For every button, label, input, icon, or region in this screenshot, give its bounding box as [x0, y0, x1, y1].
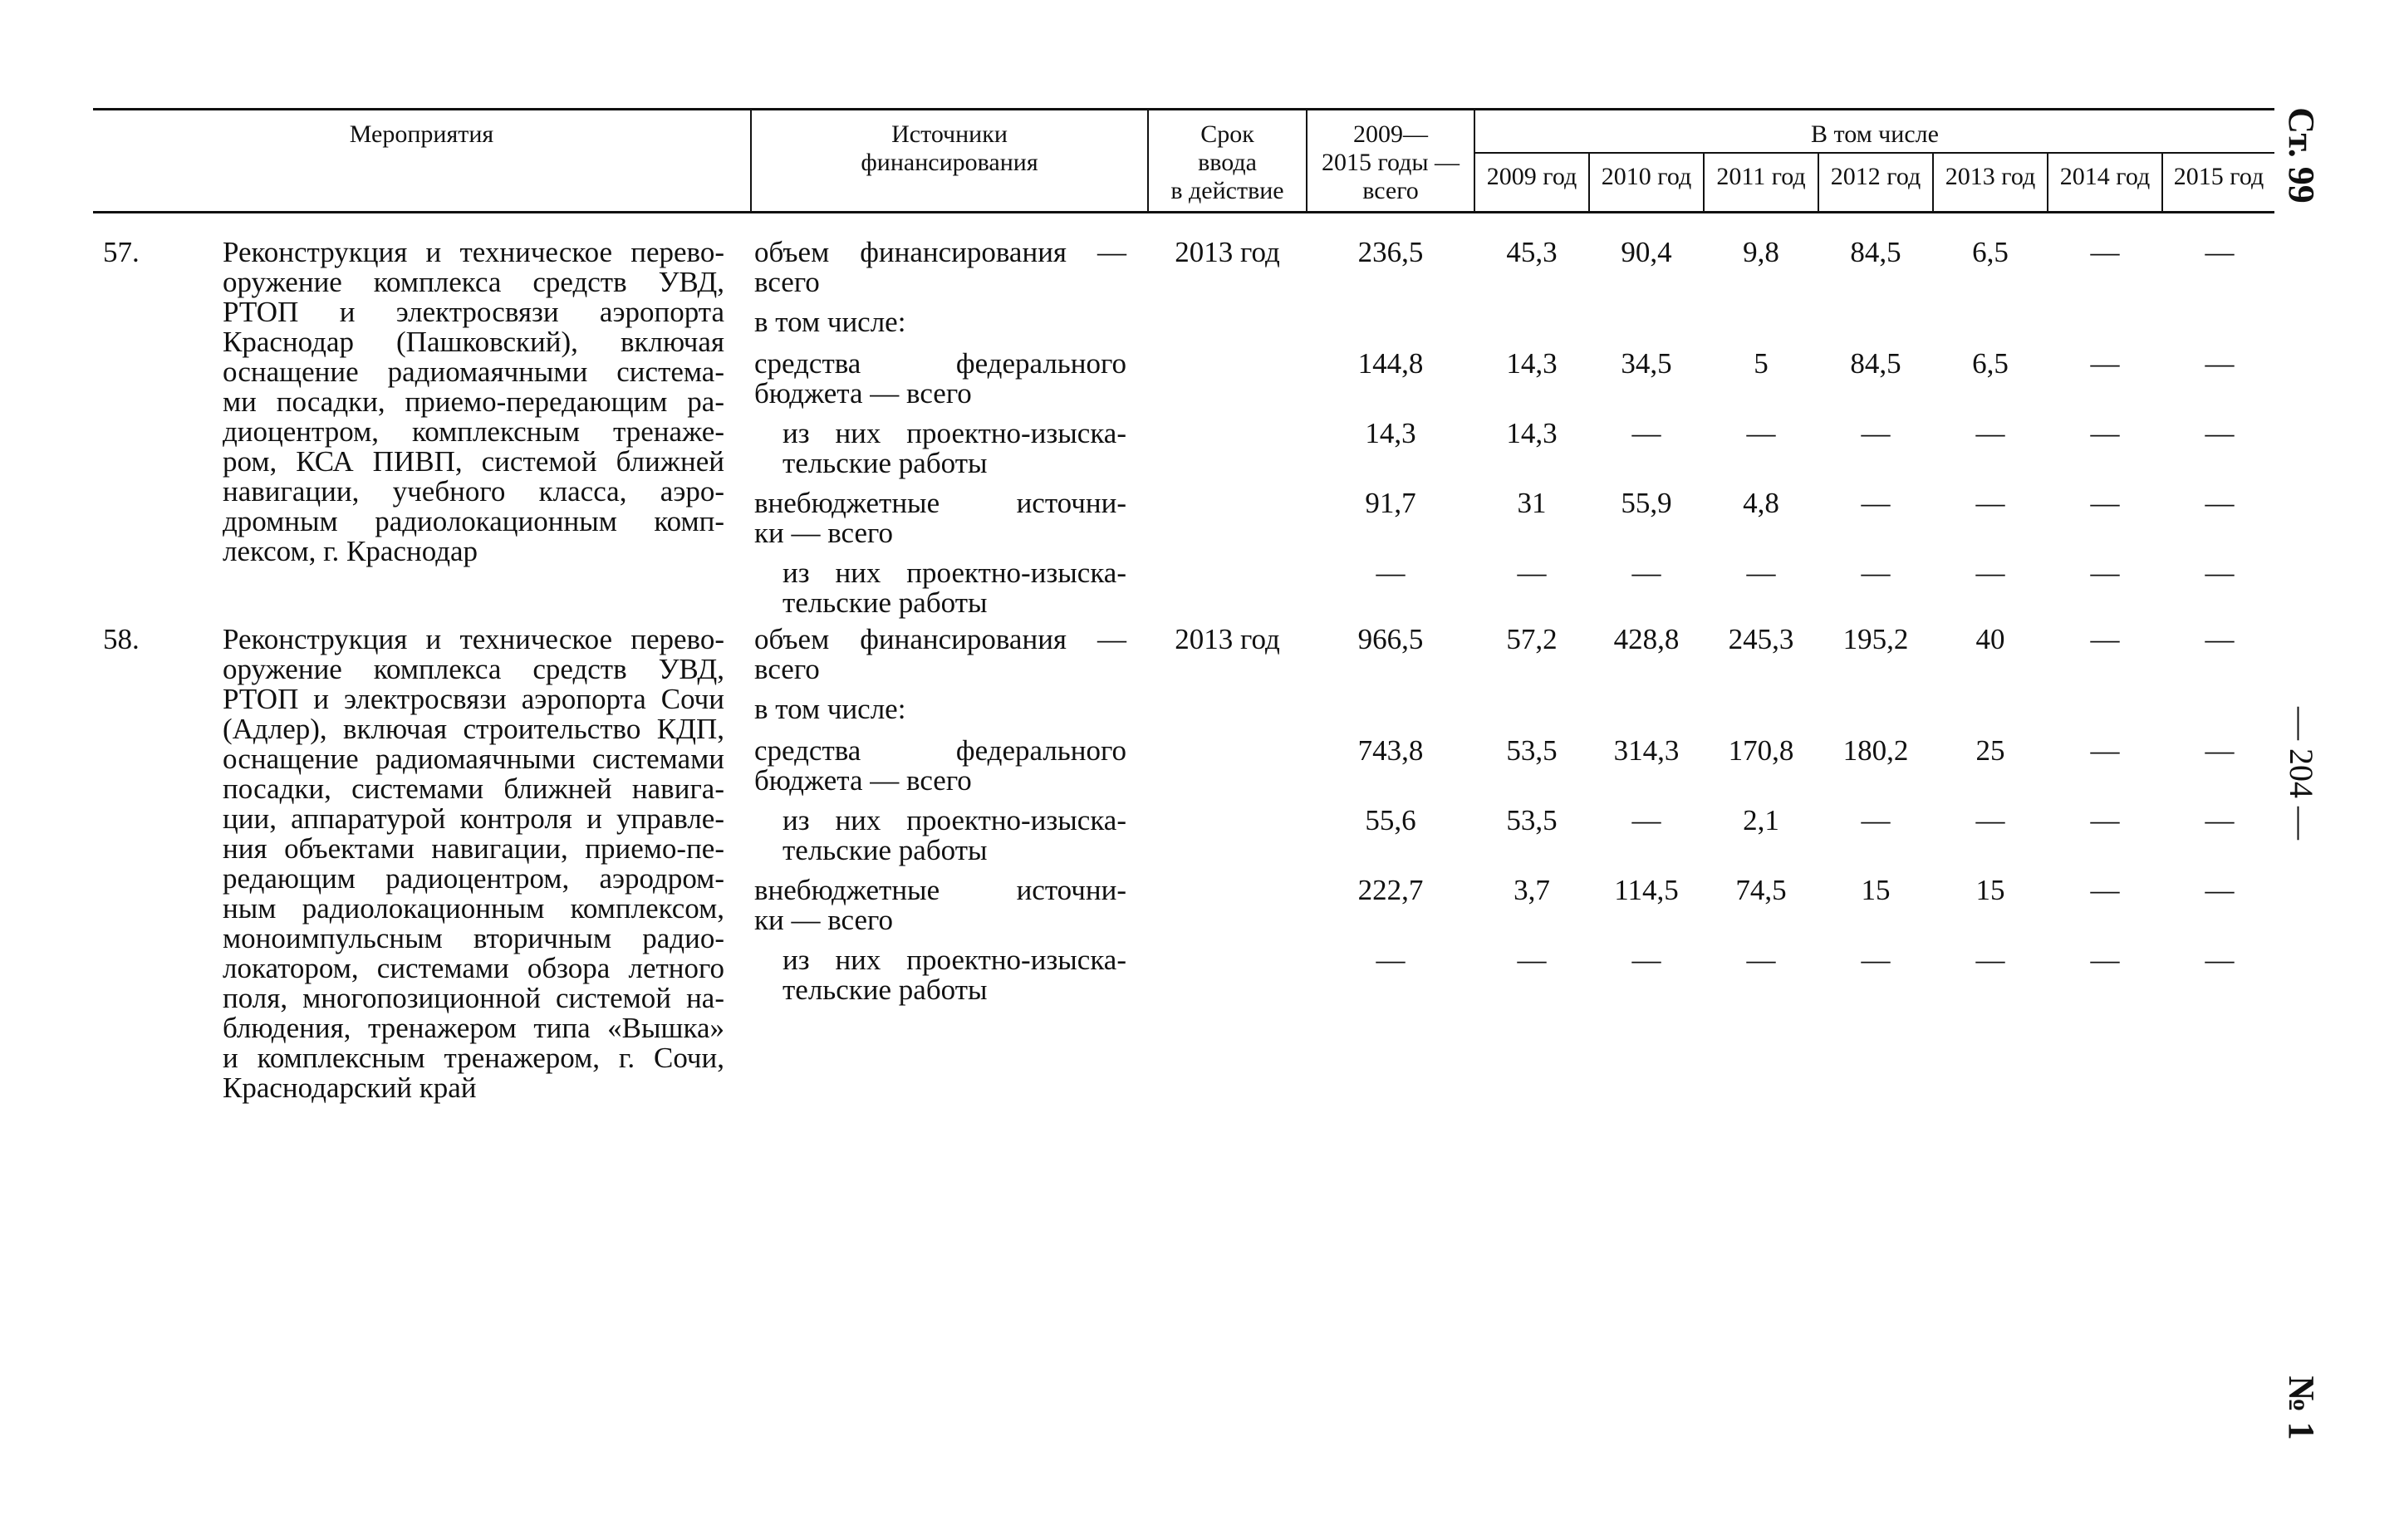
measure-text-line: Краснодар (Пашковский), включая: [223, 326, 724, 358]
source-label-line: бюджета — всего: [754, 764, 972, 797]
year-value: 14,3: [1506, 347, 1558, 380]
measure-text-line: Реконструкция и техническое перево-: [223, 623, 724, 655]
year-value: 3,7: [1514, 874, 1550, 906]
year-value: —: [1746, 417, 1776, 449]
measure-text-line: оружение комплекса средств УВД,: [223, 653, 724, 685]
year-value: 25: [1975, 734, 2005, 767]
year-value: 53,5: [1506, 804, 1558, 836]
year-value: 114,5: [1614, 874, 1679, 906]
source-label-line: из них проектно-изыска-: [783, 557, 1126, 589]
measure-text-line: ным радиолокационным комплексом,: [223, 892, 724, 924]
year-value: —: [1746, 944, 1776, 976]
issue-number: № 1: [2281, 1376, 2322, 1440]
year-value: 53,5: [1506, 734, 1558, 767]
total-value: —: [1376, 944, 1406, 976]
measure-text-line: блюдения, тренажером типа «Вышка»: [223, 1012, 724, 1044]
year-value: 14,3: [1506, 417, 1558, 449]
year-value: 31: [1517, 487, 1547, 519]
measure-text-line: Реконструкция и техническое перево-: [223, 236, 724, 268]
source-label-line: из них проектно-изыска-: [783, 944, 1126, 976]
year-value: —: [1861, 417, 1891, 449]
year-value: —: [1861, 944, 1891, 976]
source-label-line: из них проектно-изыска-: [783, 804, 1126, 836]
year-value: —: [2205, 623, 2235, 655]
source-label-line: средства федерального: [754, 734, 1126, 767]
commissioning-term: 2013 год: [1175, 236, 1280, 268]
header-year: 2011 год: [1716, 163, 1806, 190]
source-label-line: в том числе:: [754, 306, 906, 338]
year-value: 6,5: [1972, 236, 2009, 268]
year-value: —: [1631, 944, 1661, 976]
measure-text-line: локатором, системами обзора летного: [223, 952, 724, 984]
page-reference: Ст. 99: [2281, 107, 2322, 204]
year-value: 6,5: [1972, 347, 2009, 380]
year-value: —: [2205, 236, 2235, 268]
source-label-line: ки — всего: [754, 517, 894, 549]
year-value: —: [2205, 804, 2235, 836]
total-value: —: [1376, 557, 1406, 589]
source-label-line: объем финансирования —: [754, 236, 1126, 268]
year-value: 55,9: [1621, 487, 1672, 519]
year-value: 195,2: [1842, 623, 1909, 655]
year-value: 45,3: [1506, 236, 1558, 268]
year-value: —: [2090, 734, 2120, 767]
total-value: 144,8: [1357, 347, 1424, 380]
year-value: —: [2090, 347, 2120, 380]
source-label-line: бюджета — всего: [754, 377, 972, 410]
year-value: 15: [1975, 874, 2005, 906]
year-value: 5: [1754, 347, 1769, 380]
total-value: 236,5: [1357, 236, 1424, 268]
year-value: —: [2090, 557, 2120, 589]
header-sources: [752, 120, 1147, 177]
year-value: —: [1631, 557, 1661, 589]
measure-text-line: дромным радиолокационным комп-: [223, 505, 724, 537]
measure-text-line: ром, КСА ПИВП, системой ближней: [223, 445, 724, 478]
year-value: —: [1861, 804, 1891, 836]
year-value: 2,1: [1743, 804, 1779, 836]
year-value: 84,5: [1850, 347, 1901, 380]
source-label-line: в том числе:: [754, 693, 906, 725]
year-value: 40: [1975, 623, 2005, 655]
year-value: 180,2: [1842, 734, 1909, 767]
year-value: —: [2205, 487, 2235, 519]
year-value: —: [1861, 487, 1891, 519]
source-label-line: внебюджетные источни-: [754, 874, 1126, 906]
source-label-line: тельские работы: [783, 586, 988, 619]
year-value: —: [2090, 944, 2120, 976]
total-value: 91,7: [1365, 487, 1416, 519]
year-value: —: [2205, 944, 2235, 976]
total-value: 55,6: [1365, 804, 1416, 836]
header-total-line: всего: [1362, 177, 1419, 204]
year-value: —: [2090, 623, 2120, 655]
measure-text-line: РТОП и электросвязи аэропорта: [223, 296, 724, 328]
measure-text-line: лексом, г. Краснодар: [223, 535, 478, 567]
header-year: 2013 год: [1945, 163, 2036, 190]
header-total: [1307, 120, 1474, 205]
year-value: —: [1975, 557, 2005, 589]
source-label-line: тельские работы: [783, 974, 988, 1006]
year-value: —: [1746, 557, 1776, 589]
measure-text-line: диоцентром, комплексным тренаже-: [223, 415, 724, 448]
year-value: —: [1517, 944, 1547, 976]
total-value: 14,3: [1365, 417, 1416, 449]
header-year: 2010 год: [1601, 163, 1692, 190]
header-bottom-rule: [93, 211, 2274, 213]
total-value: 966,5: [1357, 623, 1424, 655]
year-value: —: [2205, 417, 2235, 449]
measure-text-line: ми посадки, приемо-передающим ра-: [223, 385, 724, 418]
measure-text-line: оружение комплекса средств УВД,: [223, 266, 724, 298]
year-value: —: [2090, 417, 2120, 449]
source-label-line: всего: [754, 266, 820, 298]
year-value: 170,8: [1728, 734, 1794, 767]
year-value: —: [2205, 557, 2235, 589]
source-label-line: средства федерального: [754, 347, 1126, 380]
year-value: 34,5: [1621, 347, 1672, 380]
source-label-line: объем финансирования —: [754, 623, 1126, 655]
measure-text-line: РТОП и электросвязи аэропорта Сочи: [223, 683, 724, 715]
year-value: 74,5: [1735, 874, 1787, 906]
year-value: 245,3: [1728, 623, 1794, 655]
total-value: 743,8: [1357, 734, 1424, 767]
measure-text-line: Краснодарский край: [223, 1072, 477, 1104]
year-value: —: [2090, 236, 2120, 268]
year-value: —: [2090, 804, 2120, 836]
year-value: 314,3: [1613, 734, 1680, 767]
year-value: —: [2205, 874, 2235, 906]
header-term-line: в действие: [1170, 177, 1284, 204]
year-value: 90,4: [1621, 236, 1672, 268]
header-sources-line: Источники: [891, 120, 1008, 148]
measure-text-line: поля, многопозиционной системой на-: [223, 982, 724, 1014]
header-year: 2012 год: [1830, 163, 1921, 190]
years-subheader-rule: [1474, 152, 2274, 154]
source-label-line: тельские работы: [783, 447, 988, 479]
year-value: 84,5: [1850, 236, 1901, 268]
measure-text-line: (Адлер), включая строительство КДП,: [223, 713, 724, 745]
header-total-line: 2015 годы —: [1321, 149, 1460, 176]
source-label-line: всего: [754, 653, 820, 685]
source-label-line: ки — всего: [754, 904, 894, 936]
year-value: —: [1517, 557, 1547, 589]
measure-text-line: оснащение радиомаячными система-: [223, 356, 724, 388]
year-value: 9,8: [1743, 236, 1779, 268]
year-value: 428,8: [1613, 623, 1680, 655]
header-year: 2015 год: [2173, 163, 2264, 190]
row-number: 57.: [103, 236, 140, 268]
year-value: —: [1975, 804, 2005, 836]
year-value: —: [2205, 734, 2235, 767]
source-label-line: внебюджетные источни-: [754, 487, 1126, 519]
year-value: —: [2090, 487, 2120, 519]
total-value: 222,7: [1357, 874, 1424, 906]
measure-text-line: посадки, системами ближней навига-: [223, 772, 724, 805]
measure-text-line: моноимпульсным вторичным радио-: [223, 922, 724, 954]
header-term-line: ввода: [1198, 149, 1257, 176]
header-term-line: Срок: [1200, 120, 1254, 148]
source-label-line: из них проектно-изыска-: [783, 417, 1126, 449]
year-value: —: [1975, 417, 2005, 449]
year-value: 4,8: [1743, 487, 1779, 519]
header-term: [1149, 120, 1306, 205]
measure-text-line: оснащение радиомаячными системами: [223, 743, 724, 775]
header-sources-line: финансирования: [861, 149, 1038, 176]
header-measures: Мероприятия: [349, 120, 494, 148]
page-number: — 204 —: [2283, 707, 2320, 840]
commissioning-term: 2013 год: [1175, 623, 1280, 655]
header-year: 2014 год: [2059, 163, 2151, 190]
header-total-line: 2009—: [1353, 120, 1428, 148]
year-value: —: [1975, 487, 2005, 519]
year-value: —: [2090, 874, 2120, 906]
year-value: —: [1631, 417, 1661, 449]
year-value: —: [1975, 944, 2005, 976]
table-top-rule: [93, 108, 2274, 110]
source-label-line: тельские работы: [783, 834, 988, 866]
measure-text-line: редающим радиоцентром, аэродром-: [223, 862, 724, 895]
header-year: 2009 год: [1486, 163, 1577, 190]
year-value: 57,2: [1506, 623, 1558, 655]
measure-text-line: и комплексным тренажером, г. Сочи,: [223, 1042, 724, 1074]
year-value: —: [2205, 347, 2235, 380]
header-including: В том числе: [1811, 120, 1939, 148]
row-number: 58.: [103, 623, 140, 655]
measure-text-line: ции, аппаратурой контроля и управле-: [223, 802, 724, 835]
year-value: 15: [1861, 874, 1891, 906]
year-value: —: [1861, 557, 1891, 589]
year-value: —: [1631, 804, 1661, 836]
measure-text-line: навигации, учебного класса, аэро-: [223, 475, 724, 508]
measure-text-line: ния объектами навигации, приемо-пе-: [223, 832, 724, 865]
